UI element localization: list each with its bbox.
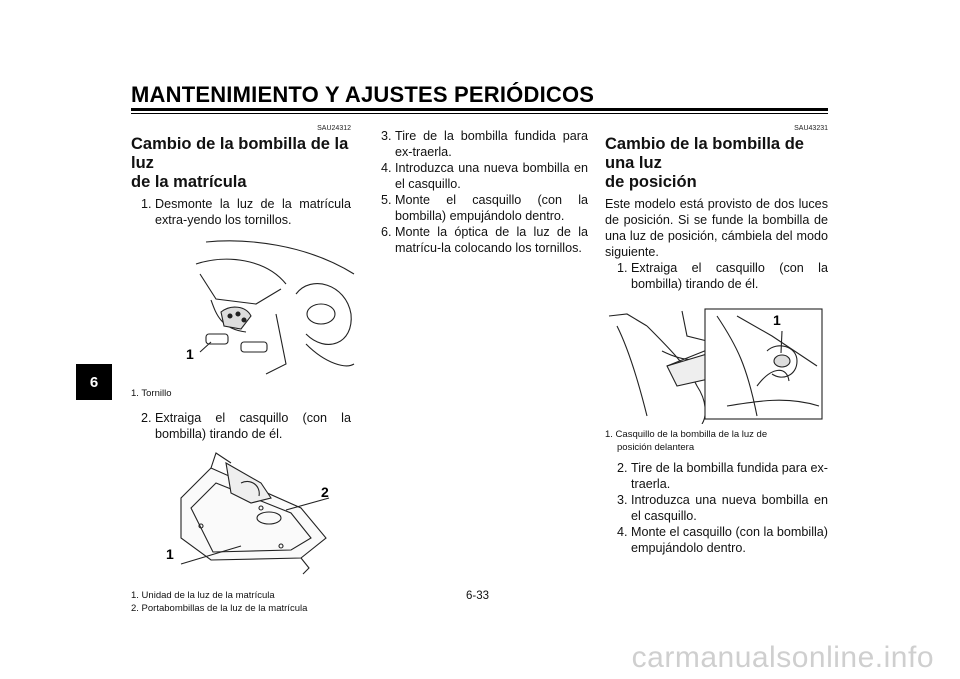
step-text: Monte la óptica de la luz de la matrícu-la colocando los tornillos. [395,225,588,255]
step-number: 2. [617,461,628,475]
step-item [381,192,588,224]
section-title [605,135,828,192]
section-title-line: Cambio de la bombilla de la luz [131,135,349,172]
step-number: 2. [141,411,152,425]
chapter-tab: 6 [76,364,112,400]
figure-position-light [607,306,827,424]
step-text: Introduzca una nueva bombilla en el casquillo. [395,161,588,191]
figure-caption: posición delantera [617,442,695,453]
figure-caption: 1. Tornillo [131,388,172,399]
page-header-title: MANTENIMIENTO Y AJUSTES PERIÓDICOS [131,82,595,107]
step-number: 1. [617,261,628,275]
figure-caption: 2. Portabombillas de la luz de la matrícula [131,603,308,614]
step-text: Monte el casquillo (con la bombilla) empujándolo dentro. [395,193,588,223]
step-number: 4. [617,525,628,539]
section-title-line: de la matrícula [131,173,247,191]
right-column [605,124,828,556]
step-number: 6. [381,225,392,239]
step-number: 3. [381,129,392,143]
step-item [381,128,588,160]
figure-license-light-screws [186,234,356,384]
header-rule-thick [131,108,828,111]
figure-callout: 1 [166,546,174,562]
step-item [617,260,828,292]
step-item [617,492,828,524]
step-item [617,524,828,556]
illustration-bulb-holder [151,448,351,586]
step-item [617,460,828,492]
step-text: Extraiga el casquillo (con la bombilla) tirando de él. [155,411,351,441]
figure-callout: 1 [186,346,194,362]
step-number: 3. [617,493,628,507]
figure-license-light-unit [151,448,351,586]
section-code: SAU24312 [317,125,351,132]
header-rule-thin [131,113,828,114]
middle-column [381,128,588,256]
left-column [131,124,351,615]
step-item [141,410,351,442]
step-text: Desmonte la luz de la matrícula extra-yendo los tornillos. [155,197,351,227]
step-text: Introduzca una nueva bombilla en el casquillo. [631,493,828,523]
figure-callout: 2 [321,484,329,500]
step-text: Tire de la bombilla fundida para ex-traerla. [631,461,828,491]
step-number: 5. [381,193,392,207]
step-number: 4. [381,161,392,175]
section-title-line: de posición [605,173,697,191]
figure-callout: 1 [773,312,781,328]
step-item [141,196,351,228]
steps-list [605,460,828,556]
illustration-position-light [607,306,827,424]
section-title [131,135,351,192]
page-number: 6-33 [466,590,490,602]
step-item [381,224,588,256]
figure-caption: 1. Unidad de la luz de la matrícula [131,590,275,601]
watermark: carmanualsonline.info [631,641,934,674]
section-code: SAU43231 [794,125,828,132]
intro-paragraph: Este modelo está provisto de dos luces de posición. Si se funde la bombilla de una luz de posición, cámbiela del modo siguiente. [605,197,828,259]
section-title-line: Cambio de la bombilla de una luz [605,135,804,172]
step-text: Monte el casquillo (con la bombilla) empujándolo dentro. [631,525,828,555]
figure-caption: 1. Casquillo de la bombilla de la luz de [605,429,768,440]
step-item [381,160,588,192]
step-text: Extraiga el casquillo (con la bombilla) tirando de él. [631,261,828,291]
step-text: Tire de la bombilla fundida para ex-traerla. [395,129,588,159]
illustration-license-light [186,234,356,384]
step-number: 1. [141,197,152,211]
